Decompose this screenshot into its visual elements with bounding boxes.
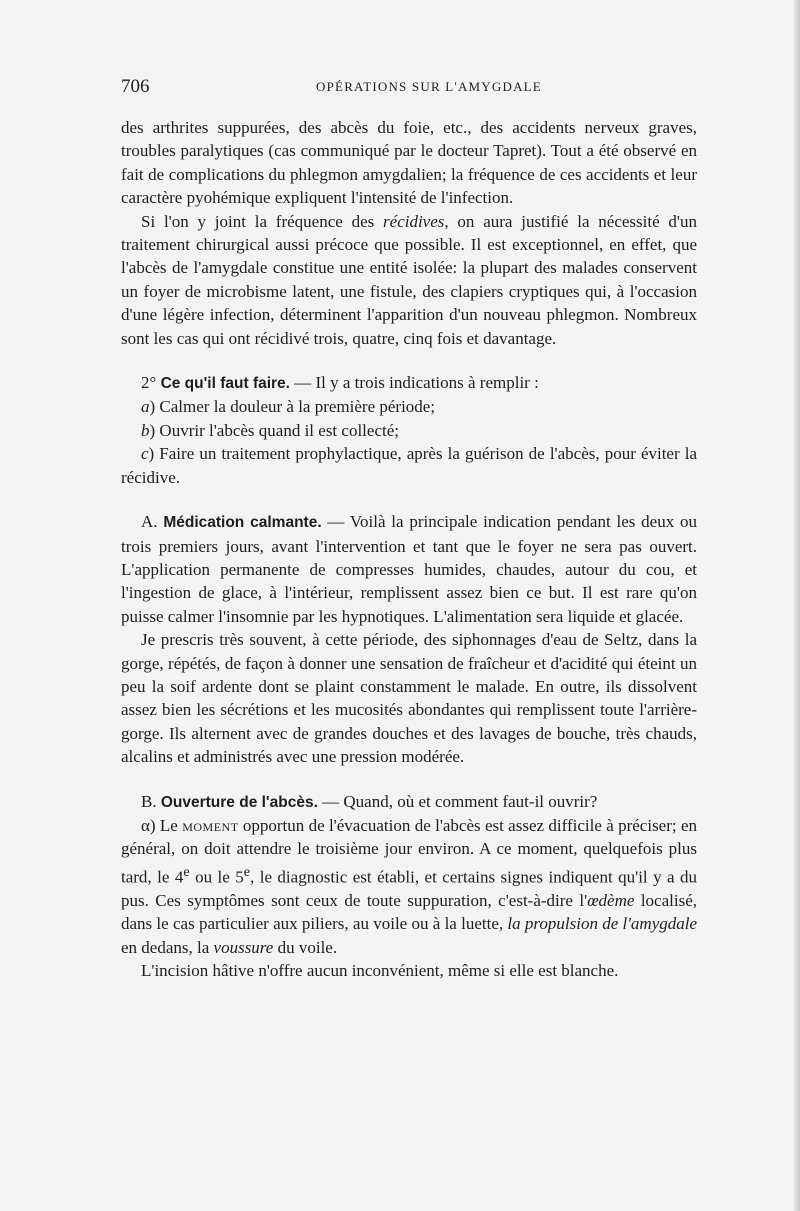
section-label: B.	[141, 791, 157, 811]
paragraph-siphonnages: Je prescris très souvent, à cette période, des siphonnages d'eau de Seltz, dans la gorge, répétés, de façon à donner une sensation de fraîcheur et d'acidité qui éteint un peu la soif ardente dont se plaint constamment le malade. En outre, ils dissolvent assez bien les sécrétions et les mucosités abondantes qui remplissent toute l'arrière-gorge. Ils alternent avec de grandes douches et des lavages de bouche, très chauds, alcalins et administrés avec une pression modérée.	[121, 630, 697, 767]
section-text: — Voilà la principale indication pendant les deux ou trois premiers jours, avant l'intervention et tant que le foyer ne sera pas ouvert. L'application permanente de compresses humides, chaudes, autour du cou, et l'ingestion de glace, à l'intérieur, remplissent assez bien ce but. Il est rare qu'on puisse calmer l'insomnie par les hypnotiques. L'alimentation sera liquide et glacée.	[121, 512, 698, 626]
list-text: Ouvrir l'abcès quand il est collecté;	[155, 420, 399, 440]
list-item-a: a) Calmer la douleur à la première période;	[141, 397, 436, 417]
emphasis-voussure: voussure	[213, 937, 274, 957]
superscript: e	[183, 863, 190, 880]
text-run: du voile.	[273, 937, 338, 957]
emphasis-propulsion: la propulsion de l'amygdale	[507, 914, 698, 934]
section-title: Ouverture de l'abcès.	[160, 793, 318, 811]
text-run: en dedans, la	[121, 937, 214, 957]
list-text: Calmer la douleur à la première période;	[155, 397, 436, 417]
list-item-c: c) Faire un traitement prophylactique, après la guérison de l'abcès, pour éviter la récidive.	[121, 444, 697, 487]
text-run: localisé, dans le cas particulier aux piliers, au voile ou à la luette,	[121, 890, 698, 934]
section-title: Ce qu'il faut faire.	[160, 375, 290, 393]
small-caps-moment: moment	[182, 815, 239, 835]
section-title: Médication calmante.	[163, 514, 322, 532]
text-run: Le	[155, 815, 183, 835]
section-2-heading	[121, 371, 697, 395]
section-intro: — Il y a trois indications à remplir :	[290, 373, 539, 393]
text-run: Si l'on y joint la fréquence des	[141, 211, 384, 231]
running-title: OPÉRATIONS SUR L'AMYGDALE	[316, 79, 542, 94]
section-b-heading	[121, 790, 697, 814]
page-header	[121, 76, 697, 100]
list-letter: b	[141, 420, 150, 440]
section-a-paragraph	[121, 510, 697, 628]
page-edge-shadow	[794, 0, 800, 1211]
text-run: , on aura justifié la nécessité d'un traitement chirurgical aussi précoce que possible. Il est exceptionnel, en effet, que l'abcès de l'amygdale constitue une entité isolée: la plupart des malades conservent un foyer de microbisme latent, une fistule, des clapiers cryptiques qui, à l'occasion d'une légère infection, déterminent l'apparition d'un nouveau phlegmon. Nombreux sont les cas qui ont récidivé trois, quatre, cinq fois et davantage.	[121, 211, 697, 348]
list-letter: c	[141, 444, 149, 464]
paragraph-moment	[121, 814, 697, 959]
superscript: e	[243, 863, 251, 880]
page-number: 706	[121, 76, 150, 97]
paragraph-complications: des arthrites suppurées, des abcès du foie, etc., des accidents nerveux graves, troubles paralytiques (cas communiqué par le docteur Tapret). Tout a été observé en fait de complications du phlegmon amygdalien; la fréquence de ces accidents et leur caractère pyohémique expliquent l'intensité de l'infection.	[121, 118, 697, 208]
spacer	[121, 350, 697, 371]
page-body	[121, 116, 697, 982]
section-number: 2°	[141, 373, 157, 393]
spacer	[121, 489, 697, 510]
paragraph-incision: L'incision hâtive n'offre aucun inconvénient, même si elle est blanche.	[141, 961, 619, 981]
list-letter: a	[141, 397, 150, 417]
spacer	[121, 769, 697, 790]
emphasis-oedeme: œdème	[587, 890, 635, 910]
section-label: A.	[141, 512, 158, 532]
text-run: , le diagnostic est établi, et certains signes indiquent qu'il y a du pus. Ces symptômes sont ceux de toute suppuration, c'est-à-dire l'	[121, 867, 698, 910]
section-intro: — Quand, où et comment faut-il ouvrir?	[317, 791, 598, 811]
paragraph-recidives	[121, 210, 697, 350]
list-letter: α)	[141, 815, 156, 835]
text-run: opportun de l'évacuation de l'abcès est assez difficile à préciser; en général, on doit attendre le troisième jour environ. A ce moment, quelquefois plus tard, le 4	[121, 815, 697, 887]
list-text: Faire un traitement prophylactique, après la guérison de l'abcès, pour éviter la récidive.	[121, 444, 697, 487]
list-item-b: b) Ouvrir l'abcès quand il est collecté;	[141, 420, 399, 440]
emphasis-recidives: récidives	[383, 211, 445, 231]
text-run: ou le 5	[189, 867, 244, 887]
